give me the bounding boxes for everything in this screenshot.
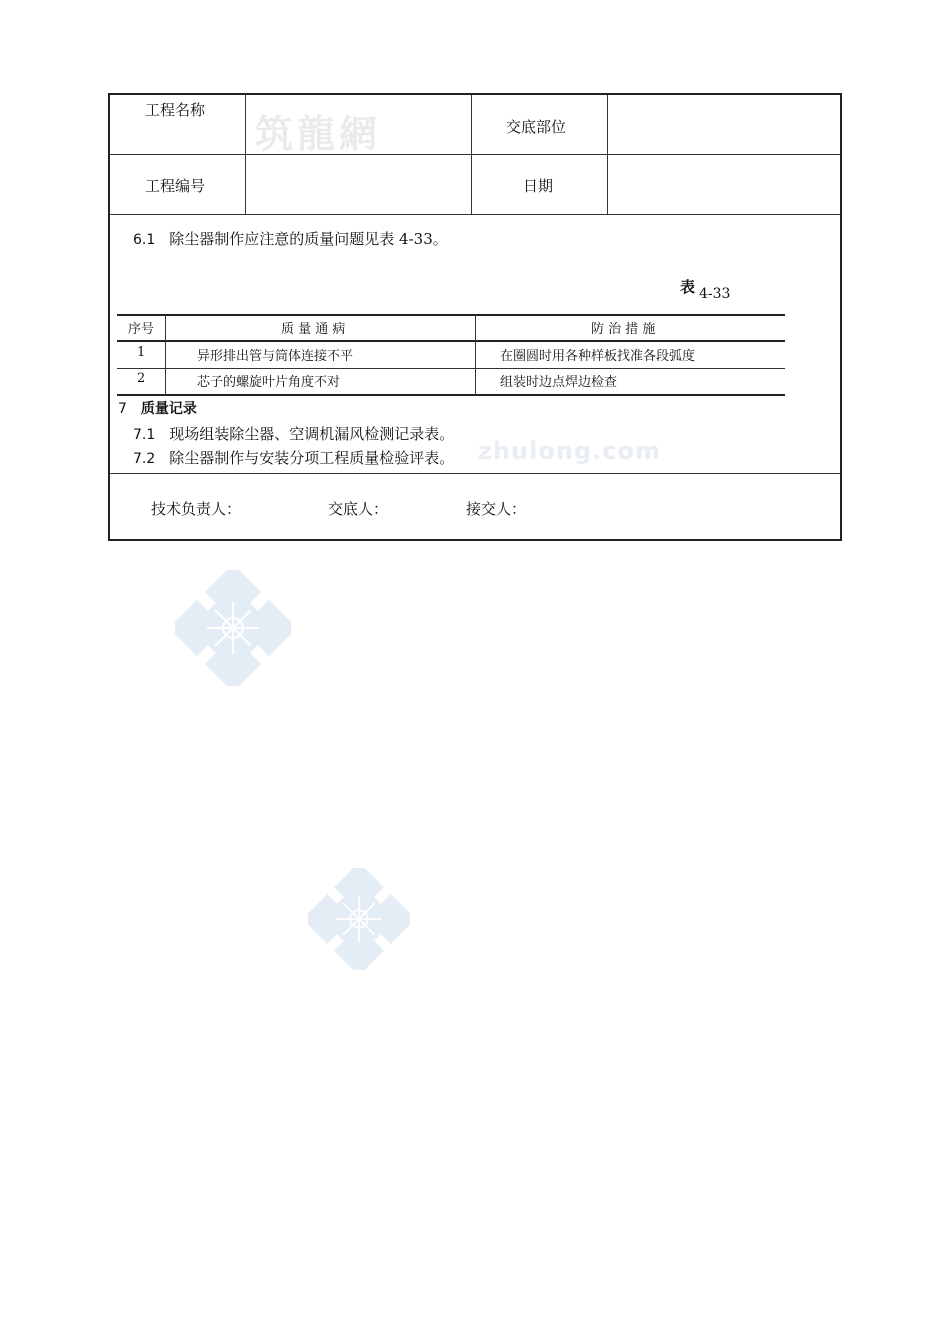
table-bottom-rule: [117, 394, 785, 396]
row-divider: [110, 473, 840, 474]
date-label: 日期: [523, 177, 554, 195]
table-cell-measure: 在圈圆时用各种样板找准各段弧度: [500, 349, 696, 364]
section-title: 质量记录: [140, 401, 197, 417]
table-top-rule: [117, 314, 785, 316]
section-7-heading: [118, 398, 197, 418]
table-column-divider: [475, 314, 476, 396]
item-text: 除尘器制作与安装分项工程质量检验评表。: [169, 449, 455, 467]
snowflake-watermark-icon: [308, 868, 410, 970]
item-number: 7.1: [133, 427, 156, 443]
table-cell-no: 2: [137, 371, 146, 386]
item-text: 现场组装除尘器、空调机漏风检测记录表。: [169, 425, 455, 443]
row-divider: [110, 154, 840, 155]
tech-lead-label: 技术负责人：: [151, 500, 242, 518]
item-7-2: [133, 447, 454, 468]
table-cell-measure: 组装时边点焊边检查: [500, 375, 618, 390]
snowflake-watermark-icon: [175, 570, 291, 686]
table-row-rule: [117, 368, 785, 369]
table-caption-prefix: 表: [680, 278, 696, 296]
table-header-cell: 质 量 通 病: [281, 322, 346, 337]
table-cell-no: 1: [137, 345, 146, 360]
column-divider: [471, 95, 472, 214]
item-7-1: [133, 423, 454, 444]
row-divider: [110, 214, 840, 215]
column-divider: [607, 95, 608, 214]
table-header-cell: 防 治 措 施: [591, 322, 656, 337]
discloser-label: 交底人：: [328, 500, 389, 518]
section-number: 7: [118, 401, 127, 417]
item-text: 除尘器制作应注意的质量问题见表 4-33。: [169, 230, 448, 248]
watermark-site-text: zhulong.com: [478, 437, 661, 465]
table-caption-number: 4-33: [699, 286, 731, 302]
item-6-1: [133, 228, 448, 249]
watermark-logo: 筑龍網: [255, 111, 382, 156]
quality-issues-table: [117, 314, 785, 396]
receiver-label: 接交人：: [466, 500, 527, 518]
item-number: 7.2: [133, 451, 156, 467]
disclosure-part-label: 交底部位: [506, 118, 567, 136]
table-header-cell: 序号: [128, 322, 155, 337]
table-caption: [680, 276, 731, 302]
item-number: 6.1: [133, 232, 156, 248]
column-divider: [245, 95, 246, 214]
project-name-label: 工程名称: [145, 101, 206, 119]
project-number-label: 工程编号: [145, 177, 206, 195]
table-cell-issue: 芯子的螺旋叶片角度不对: [197, 375, 341, 390]
table-cell-issue: 异形排出管与筒体连接不平: [197, 349, 354, 364]
table-column-divider: [165, 314, 166, 396]
table-header-rule: [117, 340, 785, 342]
